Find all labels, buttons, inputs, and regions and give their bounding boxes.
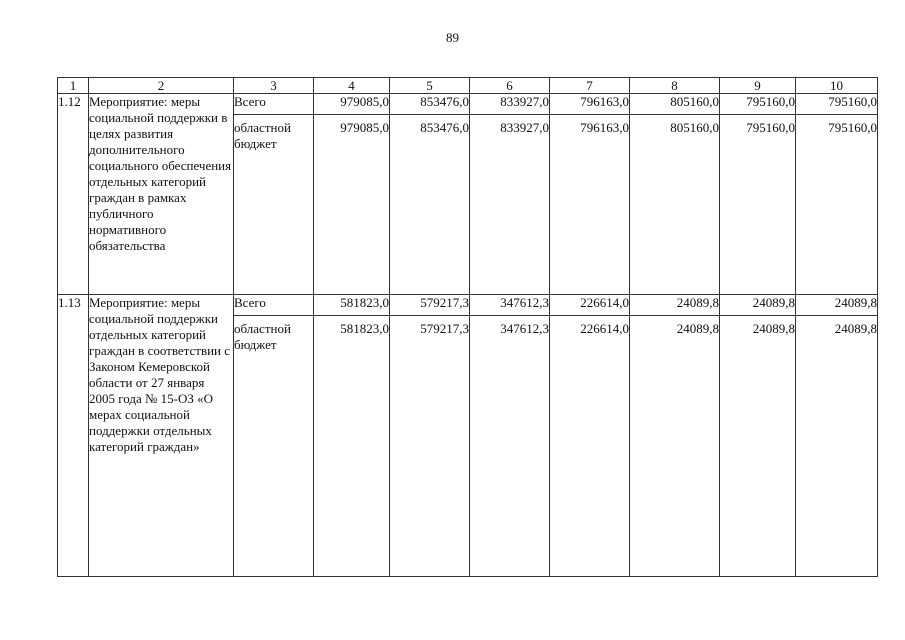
value-cell: 796163,0 xyxy=(550,115,630,295)
value-cell: 979085,0 xyxy=(314,115,390,295)
value-cell: 24089,8 xyxy=(796,295,878,316)
row-index: 1.13 xyxy=(58,295,89,577)
value-cell: 795160,0 xyxy=(796,94,878,115)
value-cell: 347612,3 xyxy=(470,316,550,577)
value-cell: 24089,8 xyxy=(630,316,720,577)
funding-source: областной бюджет xyxy=(234,115,314,295)
value-cell: 795160,0 xyxy=(720,94,796,115)
header-cell: 4 xyxy=(314,78,390,94)
funding-source: Всего xyxy=(234,94,314,115)
table-row xyxy=(58,295,878,316)
value-cell: 833927,0 xyxy=(470,115,550,295)
value-cell: 24089,8 xyxy=(720,295,796,316)
value-cell: 226614,0 xyxy=(550,316,630,577)
budget-table xyxy=(57,77,878,577)
value-cell: 979085,0 xyxy=(314,94,390,115)
value-cell: 581823,0 xyxy=(314,316,390,577)
row-name: Мероприятие: меры социальной поддержки отдельных категорий граждан в соответствии с Законом Кемеровской области от 27 января 2005 года № 15-ОЗ «О мерах социальной поддержки отдельных категорий граждан» xyxy=(89,295,234,577)
header-row xyxy=(58,78,878,94)
value-cell: 24089,8 xyxy=(796,316,878,577)
header-cell: 10 xyxy=(796,78,878,94)
header-cell: 7 xyxy=(550,78,630,94)
header-cell: 5 xyxy=(390,78,470,94)
value-cell: 226614,0 xyxy=(550,295,630,316)
value-cell: 795160,0 xyxy=(720,115,796,295)
value-cell: 853476,0 xyxy=(390,115,470,295)
funding-source: областной бюджет xyxy=(234,316,314,577)
value-cell: 581823,0 xyxy=(314,295,390,316)
value-cell: 833927,0 xyxy=(470,94,550,115)
row-name: Мероприятие: меры социальной поддержки в целях развития дополнительного социального обеспечения отдельных категорий граждан в рамках публичного нормативного обязательства xyxy=(89,94,234,295)
header-cell: 8 xyxy=(630,78,720,94)
value-cell: 805160,0 xyxy=(630,94,720,115)
value-cell: 796163,0 xyxy=(550,94,630,115)
value-cell: 24089,8 xyxy=(630,295,720,316)
value-cell: 347612,3 xyxy=(470,295,550,316)
header-cell: 9 xyxy=(720,78,796,94)
value-cell: 579217,3 xyxy=(390,316,470,577)
value-cell: 805160,0 xyxy=(630,115,720,295)
row-index: 1.12 xyxy=(58,94,89,295)
header-cell: 1 xyxy=(58,78,89,94)
header-cell: 2 xyxy=(89,78,234,94)
value-cell: 579217,3 xyxy=(390,295,470,316)
header-cell: 3 xyxy=(234,78,314,94)
header-cell: 6 xyxy=(470,78,550,94)
value-cell: 795160,0 xyxy=(796,115,878,295)
table-row xyxy=(58,94,878,115)
value-cell: 24089,8 xyxy=(720,316,796,577)
funding-source: Всего xyxy=(234,295,314,316)
value-cell: 853476,0 xyxy=(390,94,470,115)
page-number: 89 xyxy=(446,30,459,45)
